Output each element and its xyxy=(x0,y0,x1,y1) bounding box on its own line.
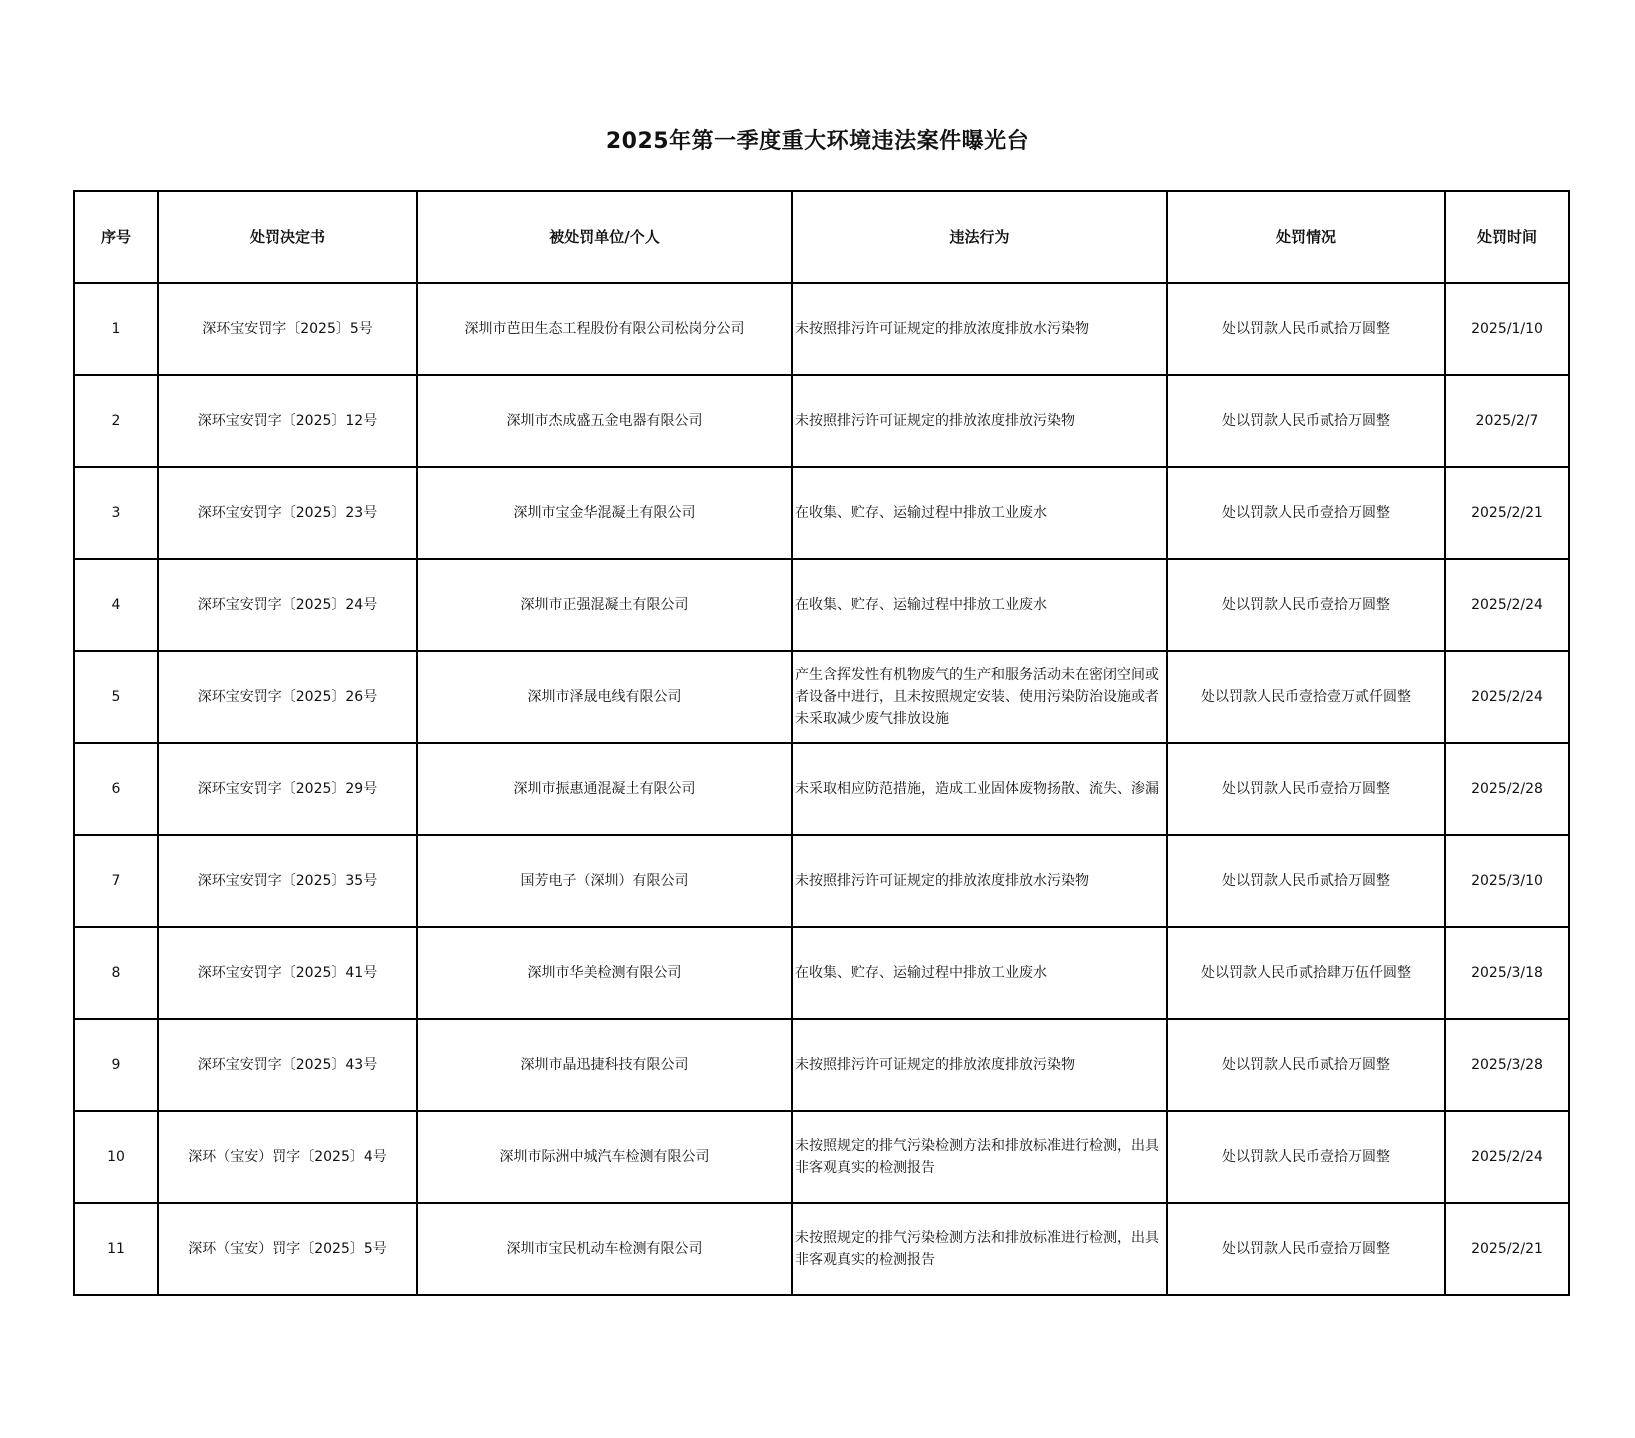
cell-penalty: 处以罚款人民币贰拾万圆整 xyxy=(1167,375,1445,467)
cell-violation: 未按照排污许可证规定的排放浓度排放水污染物 xyxy=(792,835,1167,927)
table-row xyxy=(74,1111,1569,1203)
cell-penalty-date: 2025/1/10 xyxy=(1445,283,1569,375)
cell-penalty: 处以罚款人民币壹拾万圆整 xyxy=(1167,1111,1445,1203)
cell-decision-document: 深环宝安罚字〔2025〕12号 xyxy=(158,375,417,467)
cell-violation: 未按照排污许可证规定的排放浓度排放污染物 xyxy=(792,375,1167,467)
cell-violation: 未按照规定的排气污染检测方法和排放标准进行检测，出具非客观真实的检测报告 xyxy=(792,1203,1167,1295)
cell-penalty: 处以罚款人民币壹拾万圆整 xyxy=(1167,743,1445,835)
cell-penalty: 处以罚款人民币贰拾万圆整 xyxy=(1167,283,1445,375)
cell-index: 4 xyxy=(74,559,158,651)
cell-penalty-date: 2025/3/18 xyxy=(1445,927,1569,1019)
table-row xyxy=(74,559,1569,651)
cell-penalized-entity: 深圳市宝民机动车检测有限公司 xyxy=(417,1203,792,1295)
cell-penalty: 处以罚款人民币壹拾万圆整 xyxy=(1167,559,1445,651)
header-penalty-date: 处罚时间 xyxy=(1445,191,1569,283)
cell-index: 5 xyxy=(74,651,158,743)
cell-decision-document: 深环宝安罚字〔2025〕23号 xyxy=(158,467,417,559)
table-row xyxy=(74,1203,1569,1295)
cell-violation: 未按照排污许可证规定的排放浓度排放水污染物 xyxy=(792,283,1167,375)
cell-penalty: 处以罚款人民币贰拾肆万伍仟圆整 xyxy=(1167,927,1445,1019)
cell-penalized-entity: 国芳电子（深圳）有限公司 xyxy=(417,835,792,927)
cell-penalty-date: 2025/3/10 xyxy=(1445,835,1569,927)
cell-index: 11 xyxy=(74,1203,158,1295)
cell-violation: 未按照排污许可证规定的排放浓度排放污染物 xyxy=(792,1019,1167,1111)
cell-penalized-entity: 深圳市杰成盛五金电器有限公司 xyxy=(417,375,792,467)
cell-index: 1 xyxy=(74,283,158,375)
cell-penalized-entity: 深圳市宝金华混凝土有限公司 xyxy=(417,467,792,559)
cell-decision-document: 深环（宝安）罚字〔2025〕5号 xyxy=(158,1203,417,1295)
cell-decision-document: 深环宝安罚字〔2025〕43号 xyxy=(158,1019,417,1111)
cell-penalized-entity: 深圳市际洲中城汽车检测有限公司 xyxy=(417,1111,792,1203)
cell-decision-document: 深环宝安罚字〔2025〕5号 xyxy=(158,283,417,375)
cell-violation: 未按照规定的排气污染检测方法和排放标准进行检测，出具非客观真实的检测报告 xyxy=(792,1111,1167,1203)
cell-index: 7 xyxy=(74,835,158,927)
header-index: 序号 xyxy=(74,191,158,283)
cell-index: 10 xyxy=(74,1111,158,1203)
cell-penalty-date: 2025/2/24 xyxy=(1445,1111,1569,1203)
cell-decision-document: 深环宝安罚字〔2025〕35号 xyxy=(158,835,417,927)
cell-penalty-date: 2025/2/21 xyxy=(1445,467,1569,559)
cell-decision-document: 深环宝安罚字〔2025〕24号 xyxy=(158,559,417,651)
cell-violation: 在收集、贮存、运输过程中排放工业废水 xyxy=(792,559,1167,651)
header-violation: 违法行为 xyxy=(792,191,1167,283)
violations-table xyxy=(73,190,1570,1296)
cell-violation: 未采取相应防范措施，造成工业固体废物扬散、流失、渗漏 xyxy=(792,743,1167,835)
cell-index: 2 xyxy=(74,375,158,467)
table-row xyxy=(74,1019,1569,1111)
cell-index: 3 xyxy=(74,467,158,559)
cell-decision-document: 深环宝安罚字〔2025〕41号 xyxy=(158,927,417,1019)
cell-decision-document: 深环宝安罚字〔2025〕29号 xyxy=(158,743,417,835)
cell-penalty: 处以罚款人民币贰拾万圆整 xyxy=(1167,835,1445,927)
cell-index: 6 xyxy=(74,743,158,835)
table-row xyxy=(74,651,1569,743)
cell-violation: 在收集、贮存、运输过程中排放工业废水 xyxy=(792,467,1167,559)
cell-violation: 产生含挥发性有机物废气的生产和服务活动未在密闭空间或者设备中进行，且未按照规定安装、使用污染防治设施或者未采取减少废气排放设施 xyxy=(792,651,1167,743)
cell-penalty: 处以罚款人民币壹拾壹万贰仟圆整 xyxy=(1167,651,1445,743)
cell-penalized-entity: 深圳市正强混凝土有限公司 xyxy=(417,559,792,651)
cell-penalty: 处以罚款人民币壹拾万圆整 xyxy=(1167,1203,1445,1295)
table-row xyxy=(74,835,1569,927)
header-penalty: 处罚情况 xyxy=(1167,191,1445,283)
cell-index: 9 xyxy=(74,1019,158,1111)
cell-penalty-date: 2025/2/24 xyxy=(1445,559,1569,651)
cell-penalty: 处以罚款人民币壹拾万圆整 xyxy=(1167,467,1445,559)
cell-penalized-entity: 深圳市晶迅捷科技有限公司 xyxy=(417,1019,792,1111)
cell-penalized-entity: 深圳市振惠通混凝土有限公司 xyxy=(417,743,792,835)
table-header-row xyxy=(74,191,1569,283)
cell-index: 8 xyxy=(74,927,158,1019)
header-decision-document: 处罚决定书 xyxy=(158,191,417,283)
cell-penalty-date: 2025/3/28 xyxy=(1445,1019,1569,1111)
table-row xyxy=(74,375,1569,467)
cell-penalty-date: 2025/2/28 xyxy=(1445,743,1569,835)
cell-penalty-date: 2025/2/21 xyxy=(1445,1203,1569,1295)
cell-penalty: 处以罚款人民币贰拾万圆整 xyxy=(1167,1019,1445,1111)
table-row xyxy=(74,743,1569,835)
cell-penalty-date: 2025/2/7 xyxy=(1445,375,1569,467)
page-title: 2025年第一季度重大环境违法案件曝光台 xyxy=(605,129,1030,154)
cell-decision-document: 深环宝安罚字〔2025〕26号 xyxy=(158,651,417,743)
cell-penalized-entity: 深圳市华美检测有限公司 xyxy=(417,927,792,1019)
table-row xyxy=(74,927,1569,1019)
header-penalized-entity: 被处罚单位/个人 xyxy=(417,191,792,283)
cell-penalty-date: 2025/2/24 xyxy=(1445,651,1569,743)
table-row xyxy=(74,467,1569,559)
cell-violation: 在收集、贮存、运输过程中排放工业废水 xyxy=(792,927,1167,1019)
cell-decision-document: 深环（宝安）罚字〔2025〕4号 xyxy=(158,1111,417,1203)
cell-penalized-entity: 深圳市泽晟电线有限公司 xyxy=(417,651,792,743)
cell-penalized-entity: 深圳市芭田生态工程股份有限公司松岗分公司 xyxy=(417,283,792,375)
table-row xyxy=(74,283,1569,375)
